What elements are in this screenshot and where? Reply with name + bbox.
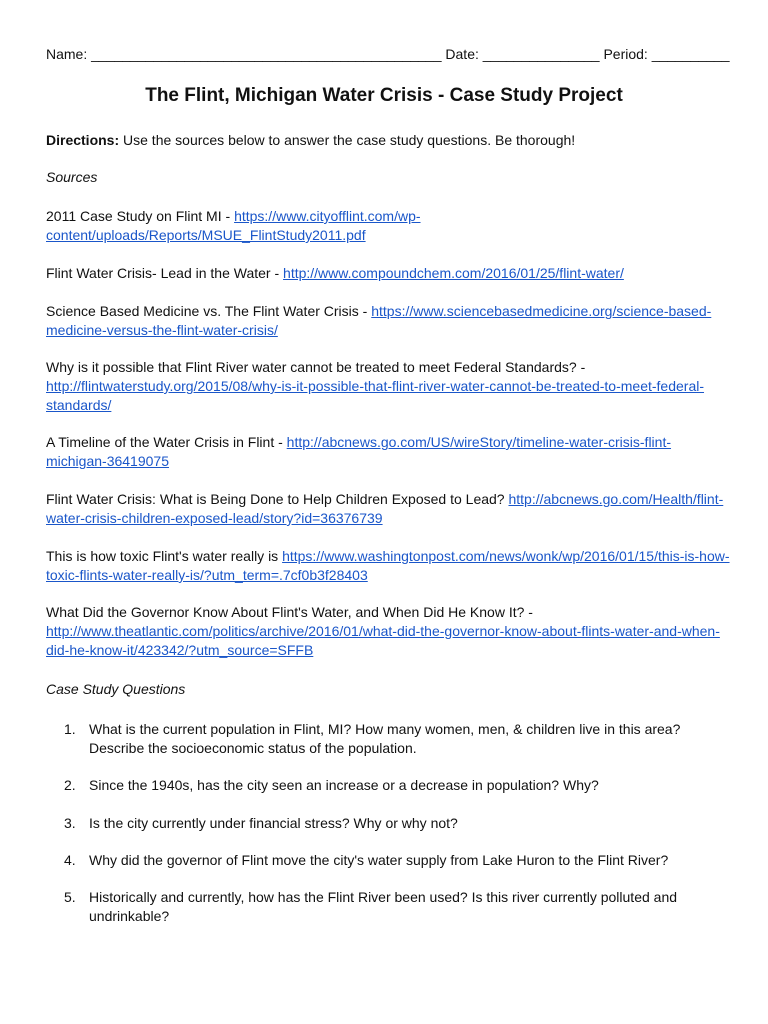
source-item: [46, 207, 730, 245]
period-blank[interactable]: __________: [651, 46, 730, 62]
source-item: [46, 547, 730, 585]
question-number: 4.: [64, 852, 76, 868]
question-number: 2.: [64, 777, 76, 793]
source-link-continued[interactable]: did-he-know-it/423342/?utm_source=SFFB: [46, 642, 314, 658]
question-item: [64, 776, 724, 795]
directions-text: Use the sources below to answer the case study questions. Be thorough!: [119, 132, 576, 148]
source-title: Flint Water Crisis: What is Being Done to Help Children Exposed to Lead?: [46, 491, 509, 507]
name-label: Name:: [46, 46, 88, 62]
source-item: [46, 603, 730, 660]
question-number: 1.: [64, 721, 76, 737]
source-link[interactable]: http://abcnews.go.com/US/wireStory/timeline-water-crisis-flint-: [286, 434, 672, 450]
source-title: What Did the Governor Know About Flint's Water, and When Did He Know It? -: [46, 604, 533, 620]
source-title: A Timeline of the Water Crisis in Flint -: [46, 434, 287, 450]
source-link[interactable]: http://www.theatlantic.com/politics/archive/2016/01/what-did-the-governor-know-about-flints-water-and-when-: [46, 623, 720, 639]
question-item: [64, 814, 724, 833]
source-item: [46, 490, 730, 528]
source-link[interactable]: https://www.cityofflint.com/wp-: [234, 208, 421, 224]
question-item: [64, 888, 724, 926]
question-number: 3.: [64, 815, 76, 831]
question-text: Is the city currently under financial stress? Why or why not?: [89, 815, 458, 831]
questions-heading: Case Study Questions: [46, 681, 186, 697]
source-link[interactable]: http://www.compoundchem.com/2016/01/25/flint-water/: [283, 265, 624, 281]
source-item: [46, 302, 730, 340]
question-text: Since the 1940s, has the city seen an increase or a decrease in population? Why?: [89, 777, 599, 793]
question-text: Why did the governor of Flint move the city's water supply from Lake Huron to the Flint River?: [89, 852, 669, 868]
question-number: 5.: [64, 889, 76, 905]
source-title: 2011 Case Study on Flint MI -: [46, 208, 235, 224]
source-link[interactable]: http://abcnews.go.com/Health/flint-: [508, 491, 724, 507]
source-item: [46, 433, 730, 471]
source-item: [46, 264, 730, 283]
source-title: Science Based Medicine vs. The Flint Water Crisis -: [46, 303, 372, 319]
source-link-continued[interactable]: toxic-flints-water-really-is/?utm_term=.7cf0b3f28403: [46, 567, 368, 583]
source-link-continued[interactable]: water-crisis-children-exposed-lead/story?id=36376739: [46, 510, 383, 526]
source-title: Why is it possible that Flint River water cannot be treated to meet Federal Standards? -: [46, 359, 586, 375]
source-item: [46, 358, 730, 415]
student-info-line: [46, 45, 736, 63]
directions: [46, 131, 736, 149]
period-label: Period:: [603, 46, 648, 62]
source-link[interactable]: https://www.sciencebasedmedicine.org/science-based-: [371, 303, 712, 319]
directions-label: Directions:: [46, 132, 120, 148]
source-title: Flint Water Crisis- Lead in the Water -: [46, 265, 284, 281]
source-link-continued[interactable]: medicine-versus-the-flint-water-crisis/: [46, 322, 278, 338]
sources-heading: Sources: [46, 169, 98, 185]
page-title: The Flint, Michigan Water Crisis - Case Study Project: [145, 85, 623, 106]
name-blank[interactable]: _____________________________________________: [91, 46, 442, 62]
source-link[interactable]: https://www.washingtonpost.com/news/wonk/wp/2016/01/15/this-is-how-: [282, 548, 730, 564]
date-label: Date:: [445, 46, 479, 62]
question-item: [64, 720, 724, 758]
question-text: Historically and currently, how has the Flint River been used? Is this river currently polluted and undrinkable?: [89, 889, 678, 924]
source-link-continued[interactable]: standards/: [46, 397, 112, 413]
question-text: What is the current population in Flint, MI? How many women, men, & children live in this area? Describe the socioeconomic status of the population.: [89, 721, 681, 756]
source-link-continued[interactable]: content/uploads/Reports/MSUE_FlintStudy2011.pdf: [46, 227, 366, 243]
question-item: [64, 851, 724, 870]
source-title: This is how toxic Flint's water really is: [46, 548, 283, 564]
source-link[interactable]: http://flintwaterstudy.org/2015/08/why-is-it-possible-that-flint-river-water-cannot-be-treated-to-meet-federal-: [46, 378, 705, 394]
source-link-continued[interactable]: michigan-36419075: [46, 453, 169, 469]
date-blank[interactable]: _______________: [482, 46, 600, 62]
